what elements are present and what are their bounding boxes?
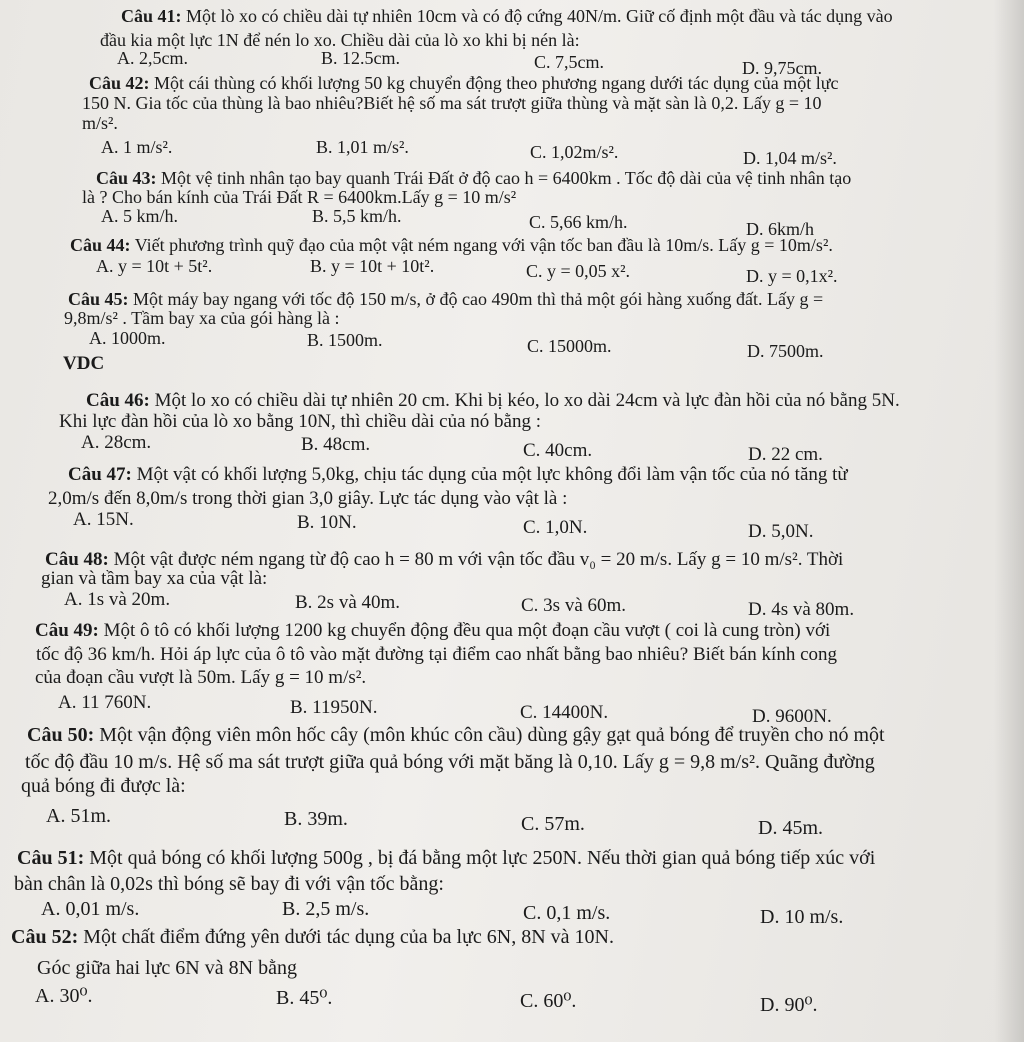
option-a: A. 1s và 20m. — [64, 589, 171, 610]
option-c: C. 60⁰. — [520, 990, 577, 1012]
option-d: D. 5,0N. — [748, 521, 814, 542]
option-c: C. 1,0N. — [523, 517, 588, 538]
option-c: C. 3s và 60m. — [521, 595, 627, 616]
question-text-line: 9,8m/s² . Tầm bay xa của gói hàng là : — [64, 308, 340, 328]
question-text-line: Câu 45: Một máy bay ngang với tốc độ 150 m/s, ở độ cao 490m thì thả một gói hàng xuống đất. Lấy g = — [68, 289, 824, 309]
option-a: A. 15N. — [73, 509, 134, 530]
question-label: Câu 46: — [86, 390, 150, 411]
option-d: D. 45m. — [758, 817, 823, 839]
option-a: A. 28cm. — [81, 432, 152, 453]
option-a: A. 5 km/h. — [101, 206, 179, 226]
question-label: Câu 45: — [68, 289, 129, 309]
question-label: Câu 50: — [27, 724, 95, 746]
question-text-line: tốc độ 36 km/h. Hỏi áp lực của ô tô vào mặt đường tại điểm cao nhất bằng bao nhiêu? Biết bán kính cong — [36, 644, 838, 665]
option-a: A. 11 760N. — [58, 692, 152, 713]
option-b: B. 5,5 km/h. — [312, 206, 402, 226]
option-b: B. 10N. — [297, 512, 357, 533]
question-label: Câu 41: — [121, 6, 182, 26]
question-text-line: Câu 48: Một vật được ném ngang từ độ cao h = 80 m với vận tốc đầu v₀ = 20 m/s. Lấy g = 10 m/s². Thời — [45, 549, 844, 570]
question-text-line: đầu kia một lực 1N để nén lo xo. Chiều dài của lò xo khi bị nén là: — [100, 30, 580, 50]
option-d: D. y = 0,1x². — [746, 266, 838, 286]
question-label: Câu 52: — [11, 926, 79, 948]
question-text-line: Câu 43: Một vệ tinh nhân tạo bay quanh Trái Đất ở độ cao h = 6400km . Tốc độ dài của vệ tinh nhân tạo — [96, 168, 852, 188]
question-text-line: Câu 41: Một lò xo có chiều dài tự nhiên 10cm và có độ cứng 40N/m. Giữ cố định một đầu và tác dụng vào — [121, 6, 893, 26]
option-c: C. 5,66 km/h. — [529, 212, 628, 232]
option-a: A. 0,01 m/s. — [41, 898, 140, 920]
question-text-line: Câu 46: Một lo xo có chiều dài tự nhiên 20 cm. Khi bị kéo, lo xo dài 24cm và lực đàn hồi của nó bằng 5N. — [86, 390, 900, 411]
option-d: D. 9600N. — [752, 706, 832, 727]
option-d: D. 7500m. — [747, 341, 824, 361]
question-label: Câu 47: — [68, 464, 132, 485]
question-text-line: Góc giữa hai lực 6N và 8N bằng — [37, 957, 297, 979]
option-b: B. 1500m. — [307, 330, 383, 350]
option-a: A. 2,5cm. — [117, 48, 188, 68]
question-text-line: gian và tầm bay xa của vật là: — [41, 568, 268, 589]
question-text-line: bàn chân là 0,02s thì bóng sẽ bay đi với vận tốc bằng: — [14, 873, 444, 895]
option-d: D. 22 cm. — [748, 444, 823, 465]
option-a: A. 1000m. — [89, 328, 166, 348]
question-text-line: tốc độ đầu 10 m/s. Hệ số ma sát trượt giữa quả bóng với mặt băng là 0,10. Lấy g = 9,8 m/s². Quãng đường — [25, 751, 875, 773]
option-a: A. y = 10t + 5t². — [96, 256, 213, 276]
page-edge-shadow — [994, 0, 1024, 1042]
question-text-line: Câu 50: Một vận động viên môn hốc cây (môn khúc côn cầu) dùng gậy gạt quả bóng để truyền cho nó một — [27, 724, 885, 746]
question-text-line: Câu 44: Viết phương trình quỹ đạo của một vật ném ngang với vận tốc ban đầu là 10m/s. Lấy g = 10m/s². — [70, 235, 833, 255]
option-c: C. 40cm. — [523, 440, 593, 461]
option-b: B. 11950N. — [290, 697, 378, 718]
option-b: B. 2,5 m/s. — [282, 898, 370, 920]
option-b: B. 45⁰. — [276, 987, 333, 1009]
question-text-line: Câu 49: Một ô tô có khối lượng 1200 kg chuyển động đều qua một đoạn cầu vượt ( coi là cung tròn) với — [35, 620, 831, 641]
option-c: C. 7,5cm. — [534, 52, 604, 72]
option-c: C. 57m. — [521, 813, 585, 835]
option-b: B. 39m. — [284, 808, 348, 830]
option-b: B. 48cm. — [301, 434, 371, 455]
option-a: A. 51m. — [46, 805, 111, 827]
option-d: D. 6km/h — [746, 219, 815, 239]
option-c: C. 14400N. — [520, 702, 609, 723]
question-text-line: quả bóng đi được là: — [21, 775, 186, 797]
option-d: D. 10 m/s. — [760, 906, 844, 928]
question-text-line: Câu 52: Một chất điểm đứng yên dưới tác dụng của ba lực 6N, 8N và 10N. — [11, 926, 614, 948]
option-d: D. 1,04 m/s². — [743, 148, 837, 168]
option-a: A. 30⁰. — [35, 985, 93, 1007]
question-label: Câu 42: — [89, 73, 150, 93]
question-text-line: Câu 51: Một quả bóng có khối lượng 500g , bị đá bằng một lực 250N. Nếu thời gian quả bóng tiếp xúc với — [17, 847, 876, 869]
option-c: C. y = 0,05 x². — [526, 261, 631, 281]
question-text-line: Câu 42: Một cái thùng có khối lượng 50 kg chuyển động theo phương ngang dưới tác dụng của một lực — [89, 73, 839, 93]
question-text-line: Câu 47: Một vật có khối lượng 5,0kg, chịu tác dụng của một lực không đổi làm vận tốc của nó tăng từ — [68, 464, 848, 485]
question-text-line: của đoạn cầu vượt là 50m. Lấy g = 10 m/s². — [35, 667, 367, 688]
question-text-line: là ? Cho bán kính của Trái Đất R = 6400km.Lấy g = 10 m/s² — [82, 187, 517, 207]
question-label: Câu 43: — [96, 168, 157, 188]
option-c: C. 15000m. — [527, 336, 612, 356]
question-text-line: 2,0m/s đến 8,0m/s trong thời gian 3,0 giây. Lực tác dụng vào vật là : — [48, 488, 568, 509]
option-b: B. 12.5cm. — [321, 48, 400, 68]
option-d: D. 4s và 80m. — [748, 599, 855, 620]
option-d: D. 90⁰. — [760, 994, 818, 1016]
question-text-line: m/s². — [82, 113, 118, 133]
option-c: C. 0,1 m/s. — [523, 902, 611, 924]
option-c: C. 1,02m/s². — [530, 142, 619, 162]
option-b: B. 2s và 40m. — [295, 592, 401, 613]
question-label: Câu 48: — [45, 549, 109, 570]
question-label: Câu 51: — [17, 847, 85, 869]
question-label: Câu 44: — [70, 235, 131, 255]
question-text-line: Khi lực đàn hồi của lò xo bằng 10N, thì chiều dài của nó bằng : — [59, 411, 542, 432]
option-a: A. 1 m/s². — [101, 137, 173, 157]
option-b: B. 1,01 m/s². — [316, 137, 409, 157]
section-label-vdc: VDC — [63, 353, 105, 374]
option-d: D. 9,75cm. — [742, 58, 822, 78]
option-b: B. y = 10t + 10t². — [310, 256, 435, 276]
question-text-line: 150 N. Gia tốc của thùng là bao nhiêu?Biết hệ số ma sát trượt giữa thùng và mặt sàn là 0,2. Lấy g = 10 — [82, 93, 822, 113]
question-label: Câu 49: — [35, 620, 99, 641]
